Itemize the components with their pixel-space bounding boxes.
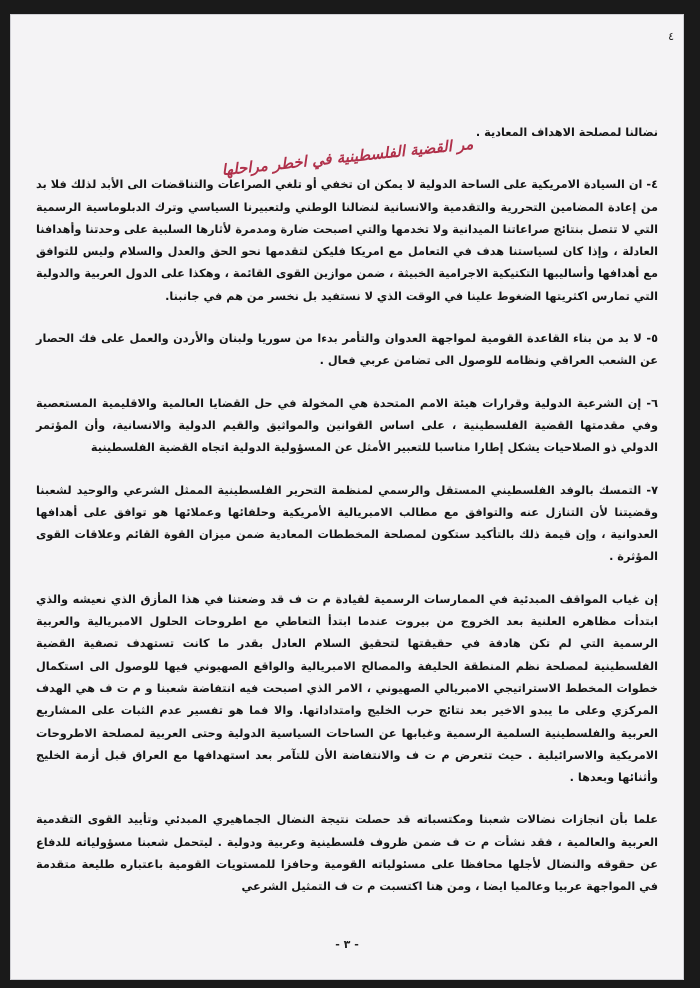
paragraph-point-6: ٦- إن الشرعية الدولية وقرارات هيئة الامم المتحدة هي المخولة في حل القضايا العالمية والاقليمية المستعصية وفي مقدمتها القضية الفلسطينية ، على اساس القوانين والمواثيق والقيم الدولية والانسانية، وأن المؤتمر الدولي ذو الصلاحيات يشكل إطارا مناسبا للتعبير الأمثل عن المسؤولية الدولية اتجاه القضية الفلسطينية <box>36 396 658 455</box>
document-page <box>10 14 684 980</box>
paragraph-point-7: ٧- التمسك بالوفد الفلسطيني المستقل والرسمي لمنظمة التحرير الفلسطينية الممثل الشرعي والوحيد لشعبنا وقضيتنا لأن التنازل عنه والتوافق مع مطالب الامبريالية الأمريكية وحلفائها وعملائها هو توافق على أهدافها العدوانية ، وإن قيمة ذلك بالتأكيد ستكون لمصلحة المخططات المعادية ضمن ميزان القوة القائم وعلاقات القوى المؤثرة . <box>36 483 658 564</box>
page-number: - ٣ - <box>335 938 359 951</box>
document-body <box>36 122 658 919</box>
paragraph-conclusion: علما بأن انجازات نضالات شعبنا ومكتسباته قد حصلت نتيجة النضال الجماهيري المبدئي وتأييد القوى التقدمية العربية والعالمية ، فقد نشأت م ت ف ضمن ظروف فلسطينية وعربية ودولية . ليتحمل شعبنا مسؤولياته للدفاع عن حقوقه والنضال لأجلها محافظا على مسئولياته القومية وحافزا للمستويات القومية باعتباره طليعة متقدمة في المواجهة عربيا وعالميا ايضا ، ومن هنا اكتسبت م ت ف التمثيل الشرعي <box>36 813 658 894</box>
handwritten-annotation <box>36 135 658 180</box>
paragraph-point-4: ٤- ان السيادة الامريكية على الساحة الدولية لا يمكن ان تخفي أو تلغي الصراعات والتناقضات الى الأبد لذلك فلا بد من إعادة المضامين التحررية والتقدمية والانسانية لنضالنا الوطني ولتعبيرنا السياسي وترك الدبلوماسية الرسمية التي لا تتصل بنتائج صراعاتنا الميدانية ولا تخدمها والتي اصبحت ضارة ومدمرة لأثارها السلبية على وحدتنا وأهدافنا العادلة ، وإذا كان لسياستنا هدف في التعامل مع امريكا فليكن لتقدمها نحو الحق والعدل والسلام وليس للتوافق مع أهدافها وأساليبها التكتيكية الاجرامية الخبيثة ، ضمن موازين القوى القائمة ، وهكذا على الدول العربية والدولية التي تمارس اكثريتها الضغوط علينا في الوقت الذي لا نستفيد بل نخسر من هم في جانبنا. <box>36 178 658 303</box>
paragraph-point-5: ٥- لا بد من بناء القاعدة القومية لمواجهة العدوان والتأمر بدءا من سوريا ولبنان والأردن والعمل على فك الحصار عن الشعب العراقي ونظامه للوصول الى تضامن عربي فعال . <box>36 332 658 368</box>
paragraph-analysis: إن غياب المواقف المبدئية في الممارسات الرسمية لقيادة م ت ف قد وضعتنا في هذا المأزق الذي نعيشه والذي ابتدأت مظاهره العلنية بعد الخروج من بيروت عندما ابتدأ التعاطي مع اطروحات الحلول الامبريالية والعربية الرسمية التي لم تكن هادفة في حقيقتها لتحقيق السلام العادل بقدر ما كانت تستهدف تصفية القضية الفلسطينية لمصلحة نظم المنطقة الحليفة والمصالح الامبريالية والواقع الصهيوني فيها للوصول الى استكمال خطوات المخطط الاستراتيجي الامبريالي الصهيوني ، الامر الذي اصبحت فيه انتفاضة شعبنا و م ت ف هي الهدف المركزي وعلى ما يبدو الاخير بعد نتائج حرب الخليج وامتداداتها. والا فما هو تفسير عدم الثبات على المشاريع العربية والفلسطينية السلمية الرسمية وغيابها عن الساحات السياسية الدولية وحتى العربية لمصلحة الاطروحات الامريكية والاسرائيلية . حيث تتعرض م ت ف والانتفاضة الأن للتآمر بعد استهدافها مع العراق قبل أزمة الخليج وأثنائها وبعدها . <box>36 592 658 785</box>
corner-mark: ٤ <box>668 30 674 43</box>
handwritten-note: مر القضية الفلسطينية في اخطر مراحلها <box>220 135 474 180</box>
intro-line: نضالنا لمصلحة الاهداف المعادية . <box>475 126 658 139</box>
